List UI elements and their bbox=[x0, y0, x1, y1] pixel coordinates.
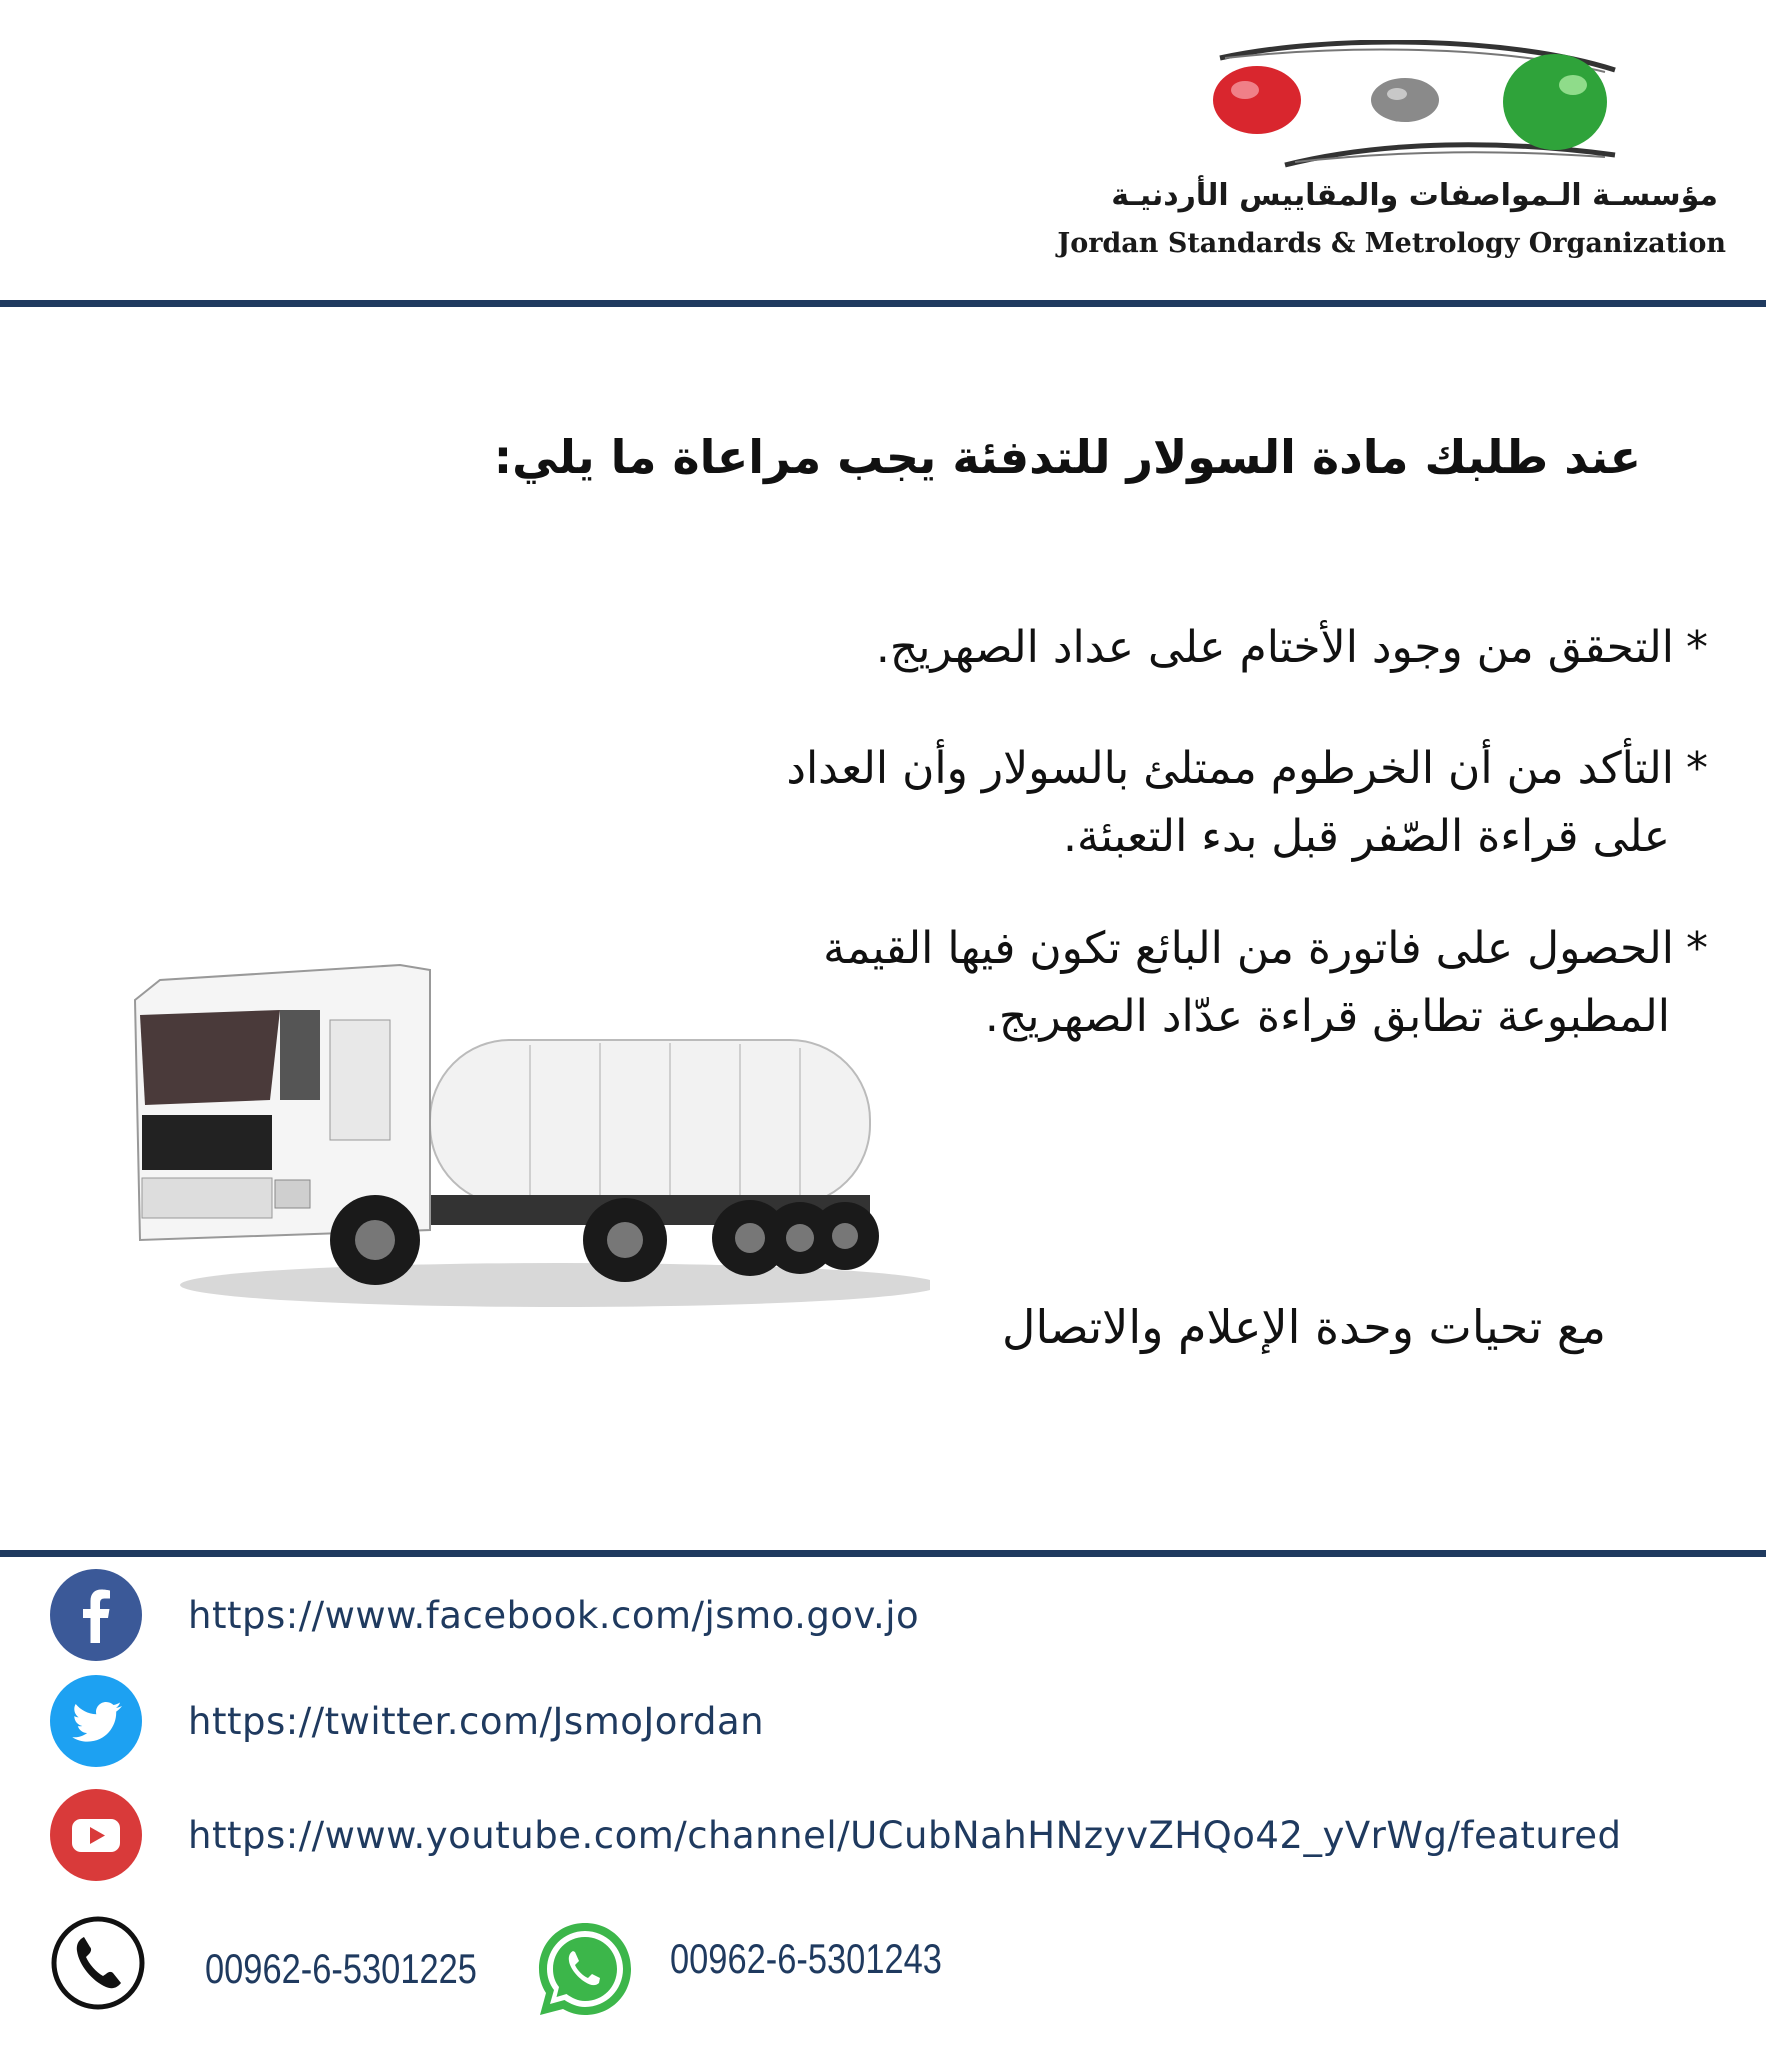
whatsapp-number[interactable]: 00962-6-5301243 bbox=[670, 1935, 942, 1982]
header-divider bbox=[0, 300, 1766, 307]
notice-item-line: الحصول على فاتورة من البائع تكون فيها القيمة bbox=[823, 923, 1674, 974]
bullet-star: * bbox=[1686, 622, 1708, 673]
notice-item-line: المطبوعة تطابق قراءة عدّاد الصهريج. bbox=[984, 991, 1670, 1042]
regards-signature: مع تحيات وحدة الإعلام والاتصال bbox=[1002, 1300, 1606, 1354]
footer-divider bbox=[0, 1550, 1766, 1557]
notice-item-line: التأكد من أن الخرطوم ممتلئ بالسولار وأن العداد bbox=[786, 743, 1674, 794]
org-name-arabic: مؤسسـة الـمواصفات والمقاييس الأردنيـة bbox=[1111, 178, 1718, 213]
notice-item-line: على قراءة الصّفر قبل بدء التعبئة. bbox=[1063, 811, 1670, 862]
facebook-link[interactable]: https://www.facebook.com/jsmo.gov.jo bbox=[188, 1593, 920, 1637]
contact-numbers-row bbox=[50, 1915, 1050, 2025]
twitter-row[interactable] bbox=[50, 1676, 764, 1766]
tanker-truck-image bbox=[130, 940, 930, 1320]
whatsapp-icon bbox=[530, 1915, 640, 2025]
youtube-row[interactable] bbox=[50, 1790, 1622, 1880]
notice-item-line: التحقق من وجود الأختام على عداد الصهريج. bbox=[875, 622, 1674, 673]
notice-item-3 bbox=[823, 915, 1708, 1051]
notice-item-2 bbox=[786, 735, 1708, 871]
facebook-row[interactable] bbox=[50, 1570, 919, 1660]
facebook-icon[interactable] bbox=[50, 1569, 142, 1661]
bullet-star: * bbox=[1686, 743, 1708, 794]
jsmo-logo-graphic bbox=[1205, 40, 1625, 180]
notice-item-1 bbox=[876, 614, 1708, 682]
twitter-icon[interactable] bbox=[50, 1675, 142, 1767]
phone-number[interactable]: 00962-6-5301225 bbox=[205, 1945, 477, 1992]
twitter-link[interactable]: https://twitter.com/JsmoJordan bbox=[188, 1699, 765, 1743]
youtube-link[interactable]: https://www.youtube.com/channel/UCubNahHNzyvZHQo42_yVrWg/featured bbox=[188, 1813, 1622, 1857]
bullet-star: * bbox=[1686, 923, 1708, 974]
notice-heading: عند طلبك مادة السولار للتدفئة يجب مراعاة ما يلي: bbox=[493, 430, 1641, 484]
org-name-english: Jordan Standards & Metrology Organization bbox=[1057, 228, 1726, 259]
phone-icon bbox=[50, 1915, 146, 2011]
youtube-icon[interactable] bbox=[50, 1789, 142, 1881]
